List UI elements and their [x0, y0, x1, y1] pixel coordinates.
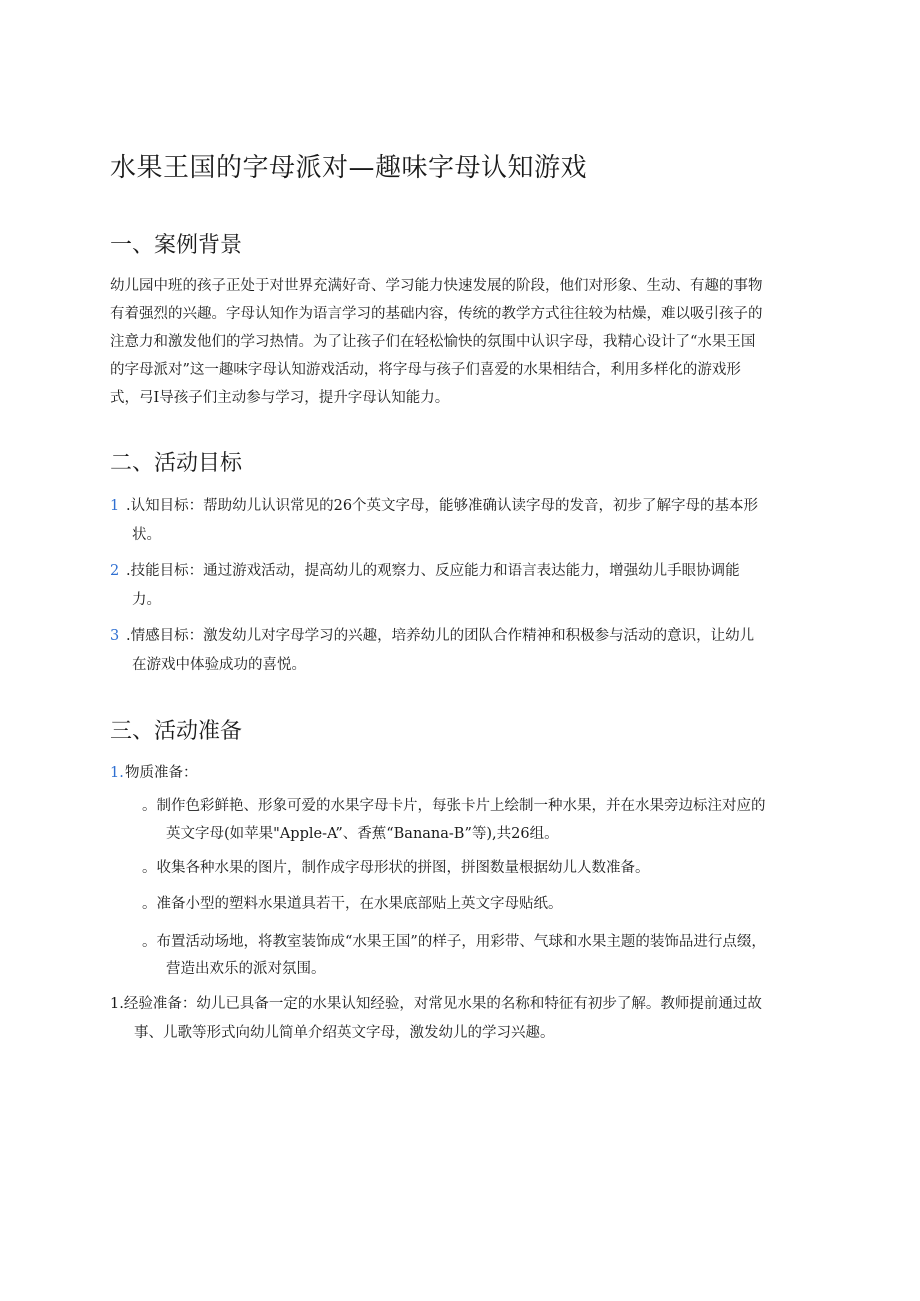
- paragraph-line: 幼儿园中班的孩子正处于对世界充满好奇、学习能力快速发展的阶段，他们对形象、生动、有趣的事物: [110, 278, 763, 294]
- goal-number: 2: [110, 563, 120, 579]
- section-heading-preparation: 三、活动准备: [110, 719, 243, 744]
- experience-text-continued: 事、儿歌等形式向幼儿简单介绍英文字母，激发幼儿的学习兴趣。: [134, 1025, 555, 1041]
- bullet-text: 。收集各种水果的图片，制作成字母形状的拼图，拼图数量根据幼儿人数准备。: [142, 860, 650, 876]
- goal-text: .技能目标：通过游戏活动，提高幼儿的观察力、反应能力和语言表达能力，增强幼儿手眼协调能: [126, 563, 740, 579]
- section-heading-goals: 二、活动目标: [110, 451, 243, 476]
- goal-number: 1: [110, 498, 120, 514]
- experience-text: 1.经验准备：幼儿已具备一定的水果认知经验，对常见水果的名称和特征有初步了解。教师提前通过故: [110, 996, 762, 1012]
- material-number: 1.: [110, 765, 124, 781]
- bullet-text: 。布置活动场地，将教室装饰成“水果王国”的样子，用彩带、气球和水果主题的装饰品进行点缀，: [142, 934, 766, 950]
- bullet-text: 。制作色彩鲜艳、形象可爱的水果字母卡片，每张卡片上绘制一种水果，并在水果旁边标注对应的: [142, 798, 766, 814]
- goal-number: 3: [110, 628, 120, 644]
- material-label: 物质准备：: [125, 765, 198, 781]
- goal-text: .情感目标：激发幼儿对字母学习的兴趣，培养幼儿的团队合作精神和积极参与活动的意识，让幼儿: [126, 628, 755, 644]
- goal-text-continued: 在游戏中体验成功的喜悦。: [132, 657, 306, 673]
- page-title: 水果王国的字母派对—趣味字母认知游戏: [110, 153, 588, 183]
- section-heading-background: 一、案例背景: [110, 233, 243, 258]
- paragraph-line: 注意力和激发他们的学习热情。为了让孩子们在轻松愉快的氛围中认识字母，我精心设计了“水果王国: [110, 334, 756, 350]
- paragraph-line: 式，弓I导孩子们主动参与学习，提升字母认知能力。: [110, 390, 450, 406]
- goal-text-continued: 力。: [132, 592, 161, 608]
- goal-text: .认知目标：帮助幼儿认识常见的26个英文字母，能够准确认读字母的发音，初步了解字母的基本形: [126, 498, 759, 514]
- goal-text-continued: 状。: [132, 527, 161, 543]
- bullet-text: 。准备小型的塑料水果道具若干，在水果底部贴上英文字母贴纸。: [142, 896, 563, 912]
- paragraph-line: 的字母派对”这一趣味字母认知游戏活动，将字母与孩子们喜爱的水果相结合，利用多样化的游戏形: [110, 362, 741, 378]
- bullet-text-continued: 营造出欢乐的派对氛围。: [166, 961, 326, 977]
- bullet-text-continued: 英文字母(如苹果"Apple-A”、香蕉“Banana-B”等),共26组。: [166, 826, 559, 842]
- paragraph-line: 有着强烈的兴趣。字母认知作为语言学习的基础内容，传统的教学方式往往较为枯燥，难以吸引孩子的: [110, 306, 763, 322]
